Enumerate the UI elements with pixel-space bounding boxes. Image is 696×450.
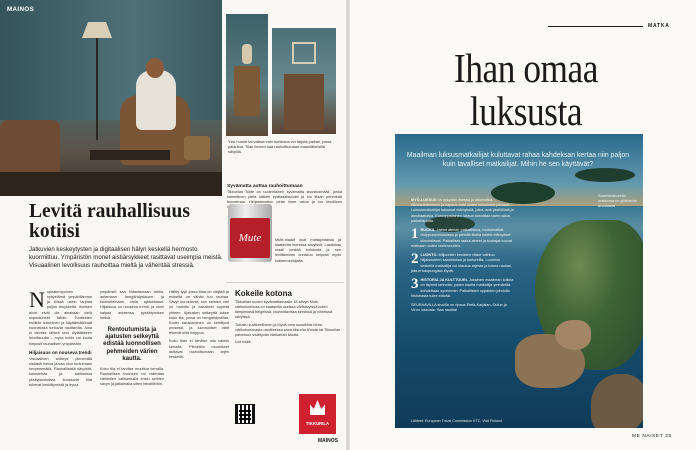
closing-paragraph: SEURAAVILLA sivuilla on ripaus Etelä-Karjalan, Oulun ja Viron luksusta. Saa nauttia! — [411, 302, 507, 313]
headline-line-2: luksusta — [469, 88, 583, 134]
try-at-home-p2: Tutustu kuvitteelliseen ja löydä oma suosikkisi Mute-värikokoelmasta osoitteessa www.tikkurila.fi/mute tai Tikkurilan palveluun sisältyvän värikartan kautta. — [235, 322, 341, 337]
hero-wall — [0, 0, 222, 120]
floor — [0, 172, 222, 196]
photo-caption: Yksi huone tai vaikka vain nurkkaus voi tarjota paikan, jossa palautua. Tilan ilmeen saa rauhoittumaan maanläheisillä sävyillä. — [228, 139, 332, 155]
interior-photo-shelf — [226, 14, 268, 136]
item-text — [411, 278, 513, 298]
travel-headline — [400, 45, 652, 134]
advertorial-brand: MAINOS — [7, 6, 35, 13]
list-item — [411, 253, 515, 274]
coffee-table — [90, 150, 170, 160]
item-head: RUOKA. — [420, 228, 436, 233]
section-divider — [226, 282, 344, 283]
sidebar-title: Syvämatta auttaa rauhoittumaan — [227, 184, 303, 189]
sources: Lähteet: European Travel Commission ETC, Visit Finland — [411, 419, 502, 423]
headline-line-1: Ihan omaa — [454, 45, 598, 91]
item-body: Jaetut ateriat, paikallisuus, ruokamatkat. Huippuravintoloissa ja pienillä tiloilla koetut elämykset kiinnostavat. Paikalliset raaka-aineet ja tuottajat tuovat matkaan uuden ulottuvuuden. — [411, 228, 512, 248]
article-lead: Jatkuvien keskeytysten ja digitaalisen hälyn keskellä hermosto kuormittuu. Ympäristön monet aistiärsykkeet rasittavat useimpia meistä. Visuaalinen levollisuus rauhoittaa mieltä ja vähentää stressiä. — [29, 246, 223, 270]
person-head — [146, 58, 164, 78]
body-text-3: Hillitty tyyli jossa tilaa on väljästi ja esineitä on vähän tuo rauhaa. Sävyt korostuvat, kun seinien väri on harkittu ja kalusteet sopivat yhteen. Ajatusten selkeyttä tukee koko tila, jossa on hengähdystilaa. Kodin sisustaminen on kehittyvä prosessi, ja luonnolliset värit tekevät siitä helppoa. — [169, 290, 229, 336]
paint-can-brand: Mute — [238, 232, 262, 244]
rocky-shore — [591, 374, 643, 428]
tikkurila-logo — [299, 394, 336, 434]
vase — [242, 44, 252, 64]
wall-frame — [292, 42, 316, 64]
footer-left: MAINOS — [318, 438, 338, 444]
intro-highlight: MYÖ-LUKSUS — [411, 198, 437, 202]
try-at-home-box — [235, 289, 341, 347]
side-stool — [184, 136, 210, 160]
subheading-trend: Hiljaisuus on nouseva trendi — [29, 349, 92, 355]
spine-gutter — [346, 0, 350, 450]
travel-intro: Maailman luksusmatkailijat kuluttavat rahaa kahdeksan kertaa niin paljon kuin tavalliset matkailijat. Mihin he sen käyttävät? — [406, 152, 630, 168]
body-text-2b: Koko tila ei tarvitse muuttua kerralla. Rauhallisen huoneen voi rakentaa vähitellen valitsemalla ensin seinien sävyn ja jatkamalla sitten tekstiileihin. — [100, 366, 164, 387]
interior-photo-cabinet — [272, 28, 336, 134]
photo-note: Saaristoalueella matkoma on yllättävän arvokasta — [598, 193, 637, 209]
sidebar-text: Tikkurilan Mute on uudenlainen syvämatta sisustusmaali, jonka samettinen pinta kätkee epätasaisuudet ja luo tilaan pehmeää tunnelmaa. Heijastamaton pinta imee valoa ja luo levollisen — [227, 190, 342, 205]
article-headline: Levitä rauhallisuus kotiisi — [29, 201, 190, 242]
travel-body — [411, 198, 515, 317]
rock-outcrop — [555, 320, 591, 350]
body-text-1b: Visuaalinen selkeys pienentää sisäistä melua ja saa olon tuntumaan kevyemmältä. Rauhallisista sävyistä, kalusteista ja harkituista yksityiskohdista koostuvat tilat tukevat keskittymistä ja lepoa. — [29, 356, 92, 387]
item-head: HISTORIA JA KULTTUURI. — [420, 278, 468, 283]
hero-photo-living-room — [0, 0, 222, 196]
intro-text: on nykyään itsessä ja aikamatka. Aikatauluttomuus ja vapaus ovat uuden luksuksen perusta. Luksusmatkailijat haluavat elämyksiä, jotka ovat yksilöllisiä ja ainutlaatuisia. Eurooppalainen luksus tarkoittaa usein aitoa paikallisuutta. — [411, 198, 514, 223]
try-at-home-text — [235, 300, 341, 345]
paint-can-image — [228, 204, 272, 262]
try-at-home-p3: Lue lisää: — [235, 340, 252, 345]
body-column-3 — [169, 290, 229, 360]
body-column-1 — [29, 287, 92, 388]
try-at-home-title: Kokeile kotona — [235, 289, 292, 298]
list-item — [411, 228, 515, 249]
reading-person — [136, 70, 176, 130]
item-head: LUONTO. — [420, 253, 438, 258]
body-text-2: ympäristö saa hidastamaan tahtia, antamaan hengähdystauon ja kuuntelemaan omia ajatuksiaan. Hiljaisuus on nouseva trendi, ja moni kaipaa arkeensa pysähtymisen hetkiä. — [100, 290, 164, 320]
list-item — [411, 278, 515, 299]
logo-name: TIKKURILA — [305, 421, 330, 426]
paint-can-label — [230, 218, 270, 258]
footer-right: ME NAISET 25 — [632, 434, 672, 439]
item-number: 1 — [411, 226, 419, 243]
distant-island — [575, 168, 635, 182]
body-text-1: opeatempoinen nykyelämä ympärillämme ja töissä usein tarjoaa paljon ärsykkeitä. Ihmisen aivot eivät ole ainakaan vielä sopeutuneet tähän. Tuotteiden esillelle tuleminen ja käyttämättömät huonekalut tuntuvat rasittavilta. Aina ei tarvitse lähteä ulos löytääkseen levollisuutta – myös kotiin voi luoda helposti rauhallisen ympäristön. — [29, 290, 92, 346]
body-column-2 — [100, 290, 164, 388]
sidebar-text-continued: Mute-maalit ovat mattapintaisia ja saatavilla monissa sävyissä. Laadukas maali kestää kulutusta ja sen levittäminen onnistuu helposti myös kotiremontoijalta. — [275, 238, 341, 263]
body-text-3b: Koko tilan ei tarvitse olla valmis kerralla. Pienetkin muutokset auttavat rauhoittumaan arjen keskellä. — [169, 339, 229, 359]
shelf — [234, 66, 260, 116]
crown-icon — [310, 400, 325, 415]
cabinet — [284, 74, 324, 130]
travel-intro-paragraph — [411, 198, 515, 224]
floor-lamp — [96, 30, 98, 140]
pull-quote: Rentoutumista ja ajatusten selkeyttä edistää luonnollisen pehmeiden värien kautta. — [103, 326, 161, 362]
item-number: 2 — [411, 251, 419, 268]
item-body: Miljoonien ihmisten vilske vaihtuu hiljaisuuteen saaristossa ja tuntureilla. Luonnon keskellä matkailija voi irtautua arjesta ja kokea rauhan, jota ei kaupungista löydä. — [411, 253, 513, 273]
try-at-home-p1: Tikkurilan uuden syvämattamaalin 18 sävyn Mute-värikokoelmaa on saatavilla useissa värisävyissä kuten lämpimissä beigeissä, rauhoittavissa sinisissä ja vihreissä sävyissä. — [235, 300, 333, 320]
sofa — [0, 120, 60, 180]
item-number: 3 — [411, 276, 419, 293]
item-text — [411, 228, 512, 248]
qr-code[interactable] — [235, 404, 255, 424]
item-text — [411, 253, 512, 273]
item-body: Jokainen maailman kolkka on täynnä tarinoita, joiden kautta matkailija ymmärtää kohdettaan syvemmin. Paikallisten oppaiden johdolla historiasta tulee elävää. — [411, 278, 514, 298]
section-rule — [548, 26, 643, 27]
drop-cap: N — [29, 287, 45, 312]
section-tag: MATKA — [648, 23, 670, 29]
